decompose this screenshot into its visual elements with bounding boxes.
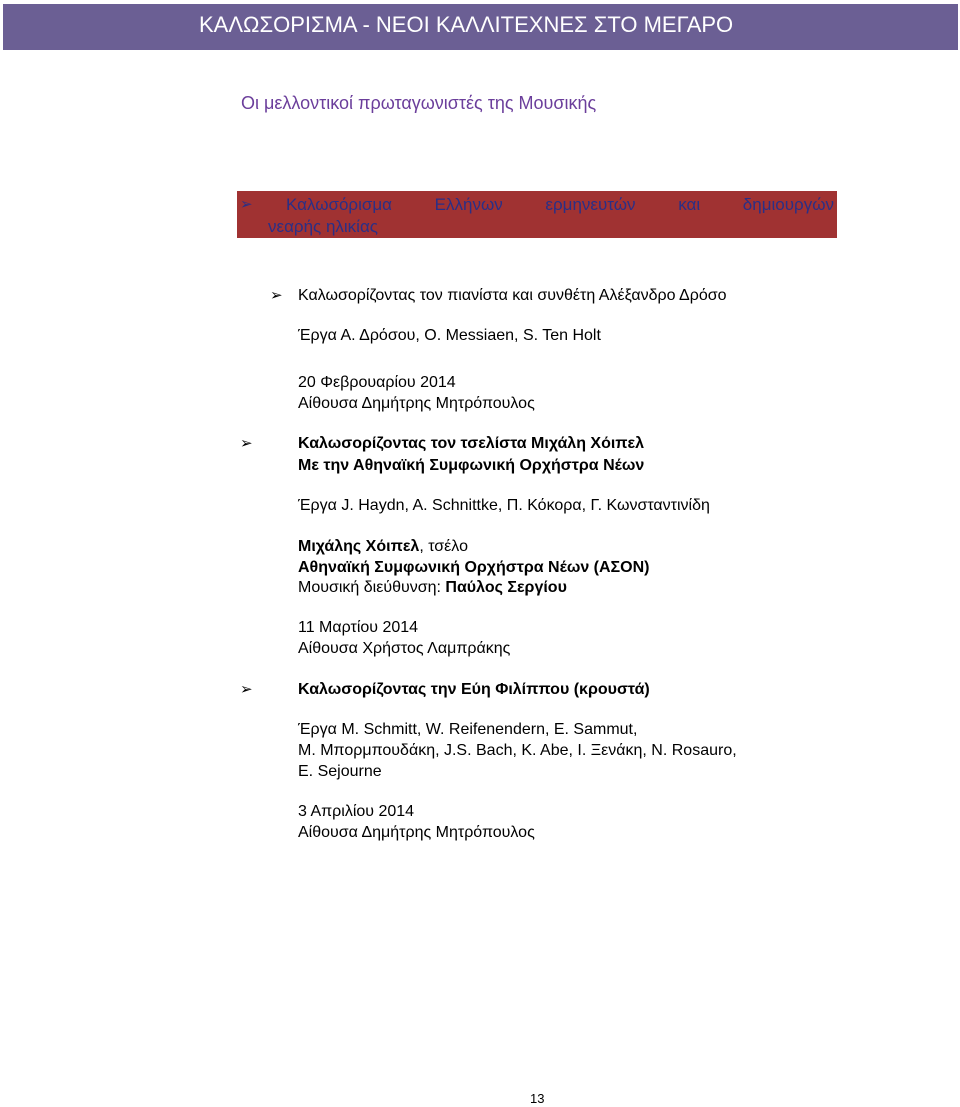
event2-direction	[298, 578, 567, 598]
event3-date: 3 Απριλίου 2014	[298, 803, 415, 820]
subtitle: Οι μελλοντικοί πρωταγωνιστές της Μουσικής	[241, 93, 597, 113]
event1-works: Έργα Α. Δρόσου, O. Messiaen, S. Ten Holt	[298, 327, 601, 344]
performer-name: Μιχάλης Χόιπελ	[298, 538, 420, 555]
page-title: ΚΑΛΩΣΟΡΙΣΜΑ - ΝΕΟΙ ΚΑΛΛΙΤΕΧΝΕΣ ΣΤΟ ΜΕΓΑΡΟ	[199, 12, 734, 37]
event2-date: 11 Μαρτίου 2014	[298, 619, 419, 636]
page-number: 13	[530, 1091, 545, 1106]
event2-performer	[298, 537, 468, 557]
arrow-bullet-icon: ➢	[240, 435, 253, 452]
event3-heading: Καλωσορίζοντας την Εύη Φιλίππου (κρουστά)	[298, 681, 650, 698]
event3-works-1: Έργα M. Schmitt, W. Reifenendern, E. Sammut,	[298, 721, 638, 738]
event2-orchestra: Αθηναϊκή Συμφωνική Ορχήστρα Νέων (ΑΣΟΝ)	[298, 559, 650, 576]
direction-label: Μουσική διεύθυνση:	[298, 579, 446, 596]
highlight-word: Καλωσόρισμα	[286, 195, 392, 214]
event3-venue: Αίθουσα Δημήτρης Μητρόπουλος	[298, 824, 535, 841]
event2-heading-2: Με την Αθηναϊκή Συμφωνική Ορχήστρα Νέων	[298, 457, 645, 474]
highlight-word: ερμηνευτών	[545, 195, 636, 214]
arrow-bullet-icon: ➢	[240, 681, 253, 698]
event1-venue: Αίθουσα Δημήτρης Μητρόπουλος	[298, 395, 535, 412]
performer-role: , τσέλο	[419, 538, 468, 555]
arrow-bullet-icon: ➢	[240, 196, 253, 213]
highlight-line-2: νεαρής ηλικίας	[268, 217, 378, 236]
highlight-word: και	[678, 195, 701, 214]
event3-works-2: Μ. Μπορμπουδάκη, J.S. Bach, K. Abe, Ι. Ξενάκη, N. Rosauro,	[298, 742, 737, 759]
direction-name: Παύλος Σεργίου	[445, 579, 567, 596]
event2-heading-1: Καλωσορίζοντας τον τσελίστα Μιχάλη Χόιπελ	[298, 435, 645, 452]
event2-works: Έργα J. Haydn, A. Schnittke, Π. Κόκορα, Γ. Κωνσταντινίδη	[298, 497, 710, 514]
arrow-bullet-icon: ➢	[270, 287, 283, 304]
event1-heading: Καλωσορίζοντας τον πιανίστα και συνθέτη Αλέξανδρο Δρόσο	[298, 287, 727, 304]
event1-date: 20 Φεβρουαρίου 2014	[298, 374, 456, 391]
highlight-word: δημιουργών	[742, 195, 834, 214]
highlight-line-1	[286, 194, 834, 216]
highlight-word: Ελλήνων	[434, 195, 503, 214]
event3-works-3: E. Sejourne	[298, 763, 382, 780]
event2-venue: Αίθουσα Χρήστος Λαμπράκης	[298, 640, 511, 657]
